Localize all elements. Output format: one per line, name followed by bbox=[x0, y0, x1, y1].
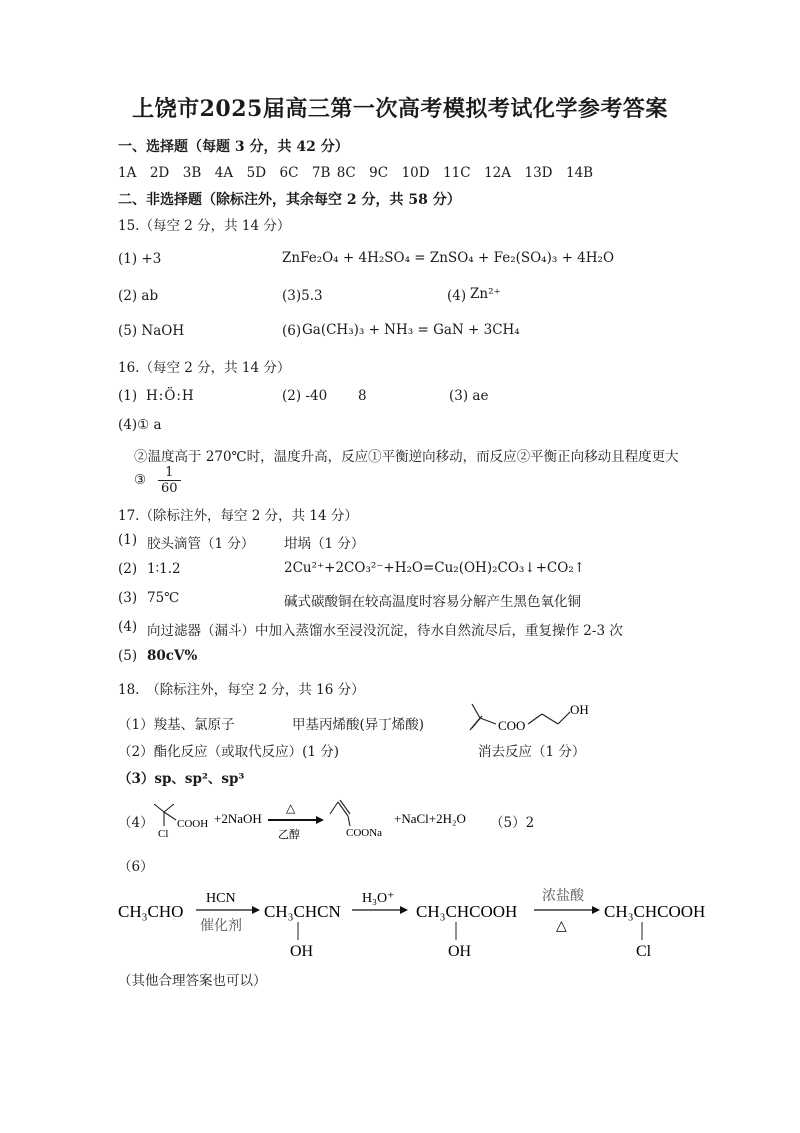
condition-heat-2: △ bbox=[556, 919, 567, 934]
fraction-denominator: 60 bbox=[161, 481, 178, 496]
q18-answer-3: （3）sp、sp²、sp³ bbox=[118, 771, 245, 787]
q17-answer-1b: 坩埚（1 分） bbox=[284, 536, 365, 552]
q17-answer-2-label: (2) bbox=[118, 561, 138, 577]
product-chloropropanoic-acid: CH₃CHCOOH bbox=[604, 902, 706, 921]
intermediate-lactic-acid: CH₃CHCOOH bbox=[416, 902, 518, 921]
bond bbox=[542, 714, 558, 724]
q15-answer-2: (2) ab bbox=[118, 288, 159, 304]
ester-structure bbox=[466, 700, 596, 740]
fraction-numerator: 1 bbox=[158, 465, 181, 481]
q16-header: 16.（每空 2 分，共 14 分） bbox=[118, 360, 291, 376]
q17-answer-4-label: (4) bbox=[118, 619, 138, 635]
start-acetaldehyde: CH₃CHO bbox=[118, 902, 184, 921]
q18-header: 18. （除标注外，每空 2 分，共 16 分） bbox=[118, 682, 365, 698]
q16-answer-4-1: (4)① a bbox=[118, 417, 162, 433]
section1-heading: 一、选择题（每题 3 分，共 42 分） bbox=[118, 139, 349, 155]
condition-conc-hcl: 浓盐酸 bbox=[542, 889, 584, 904]
q15-equation-1: ZnFe₂O₄ + 4H₂SO₄ = ZnSO₄ + Fe₂(SO₄)₃ + 4H₂O bbox=[282, 250, 615, 266]
q17-answer-3-label: (3) bbox=[118, 590, 138, 606]
q15-answer-1: (1) +3 bbox=[118, 251, 162, 267]
water-electron-structure: H:Ö:H bbox=[146, 388, 195, 404]
q18-answer-2b: 消去反应（1 分） bbox=[478, 744, 586, 760]
q18-answer-1: （1）羧基、氯原子 bbox=[118, 717, 235, 733]
q16-answer-2b: 8 bbox=[358, 388, 367, 404]
q15-answer-4: Zn²⁺ bbox=[470, 286, 501, 302]
bond bbox=[480, 718, 496, 724]
bond bbox=[528, 714, 542, 724]
q17-header: 17.（除标注外，每空 2 分，共 14 分） bbox=[118, 508, 358, 524]
q18-answer-4-label: （4） bbox=[118, 815, 154, 831]
condition-h3o: H₃O⁺ bbox=[362, 891, 395, 906]
cyanohydrin-oh: OH bbox=[290, 943, 314, 960]
arrow-head bbox=[252, 906, 260, 914]
intermediate-cyanohydrin: CH₃CHCN bbox=[264, 902, 341, 921]
q17-answer-3b: 碱式碳酸铜在较高温度时容易分解产生黑色氧化铜 bbox=[284, 594, 581, 610]
q17-answer-1a: 胶头滴管（1 分） bbox=[147, 536, 255, 552]
arrow-head bbox=[316, 816, 324, 824]
bond bbox=[154, 804, 164, 812]
bond bbox=[164, 812, 176, 820]
fraction-one-sixtieth bbox=[158, 465, 181, 496]
lactic-acid-oh: OH bbox=[448, 943, 472, 960]
condition-heat: △ bbox=[286, 801, 296, 815]
bond bbox=[558, 712, 570, 724]
page-title: 上饶市2025届高三第一次高考模拟考试化学参考答案 bbox=[132, 96, 668, 122]
q18-answer-1b: 甲基丙烯酸(异丁烯酸) bbox=[292, 717, 425, 733]
q18-answer-6-label: （6） bbox=[118, 859, 154, 875]
product-cl: Cl bbox=[636, 943, 652, 960]
products: +NaCl+2H₂O bbox=[394, 811, 466, 826]
q15-answer-6-label: (6) bbox=[282, 323, 302, 339]
naoh-reagent: +2NaOH bbox=[214, 811, 262, 826]
q15-answer-3: (3)5.3 bbox=[282, 288, 323, 304]
q16-answer-4-2: ②温度高于 270℃时，温度升高，反应①平衡逆向移动，而反应②平衡正向移动且程度更大 bbox=[134, 449, 679, 465]
q17-answer-5-label: (5) bbox=[118, 648, 138, 664]
bond bbox=[472, 704, 480, 718]
q17-equation-2: 2Cu²⁺+2CO₃²⁻+H₂O=Cu₂(OH)₂CO₃↓+CO₂↑ bbox=[284, 560, 586, 576]
condition-ethanol: 乙醇 bbox=[278, 829, 300, 841]
q15-answer-5: (5) NaOH bbox=[118, 323, 185, 339]
q18-answer-5: （5）2 bbox=[490, 815, 535, 831]
condition-catalyst: 催化剂 bbox=[200, 919, 242, 934]
condition-hcn: HCN bbox=[206, 891, 236, 906]
q15-answer-4-label: (4) bbox=[447, 288, 467, 304]
q16-answer-3: (3) ae bbox=[449, 388, 489, 404]
q17-answer-1-label: (1) bbox=[118, 532, 138, 548]
coo-label: COO bbox=[498, 718, 526, 733]
coona-label: COONa bbox=[346, 827, 383, 839]
bond bbox=[164, 804, 174, 812]
multiple-choice-answers: 1A 2D 3B 4A 5D 6C 7B 8C 9C 10D 11C 12A 13D 14B bbox=[118, 165, 594, 181]
cl-label: Cl bbox=[158, 828, 169, 840]
q15-header: 15.（每空 2 分，共 14 分） bbox=[118, 218, 291, 234]
cooh-label: COOH bbox=[177, 818, 209, 830]
q15-equation-6: Ga(CH₃)₃ + NH₃ = GaN + 3CH₄ bbox=[302, 322, 520, 338]
footnote: （其他合理答案也可以） bbox=[118, 973, 267, 989]
section2-heading: 二、非选择题（除标注外，其余每空 2 分，共 58 分） bbox=[118, 192, 461, 208]
q18-answer-2: （2）酯化反应（或取代反应）(1 分) bbox=[118, 744, 340, 760]
elimination-reaction bbox=[150, 790, 650, 846]
q16-answer-1-label: (1) bbox=[118, 388, 138, 404]
q16-answer-4-3-label: ③ bbox=[134, 472, 147, 488]
q16-answer-2: (2) -40 bbox=[282, 388, 328, 404]
q17-answer-3a: 75℃ bbox=[147, 590, 180, 606]
oh-label: OH bbox=[570, 702, 589, 717]
bond bbox=[330, 802, 338, 814]
q17-answer-4: 向过滤器（漏斗）中加入蒸馏水至浸没沉淀，待水自然流尽后，重复操作 2-3 次 bbox=[147, 623, 623, 639]
bond bbox=[348, 816, 350, 826]
arrow-head bbox=[400, 906, 408, 914]
synthesis-route bbox=[114, 882, 734, 962]
q17-answer-5: 80cV% bbox=[147, 648, 198, 664]
q17-answer-2a: 1∶1.2 bbox=[147, 561, 181, 577]
arrow-head bbox=[592, 906, 600, 914]
